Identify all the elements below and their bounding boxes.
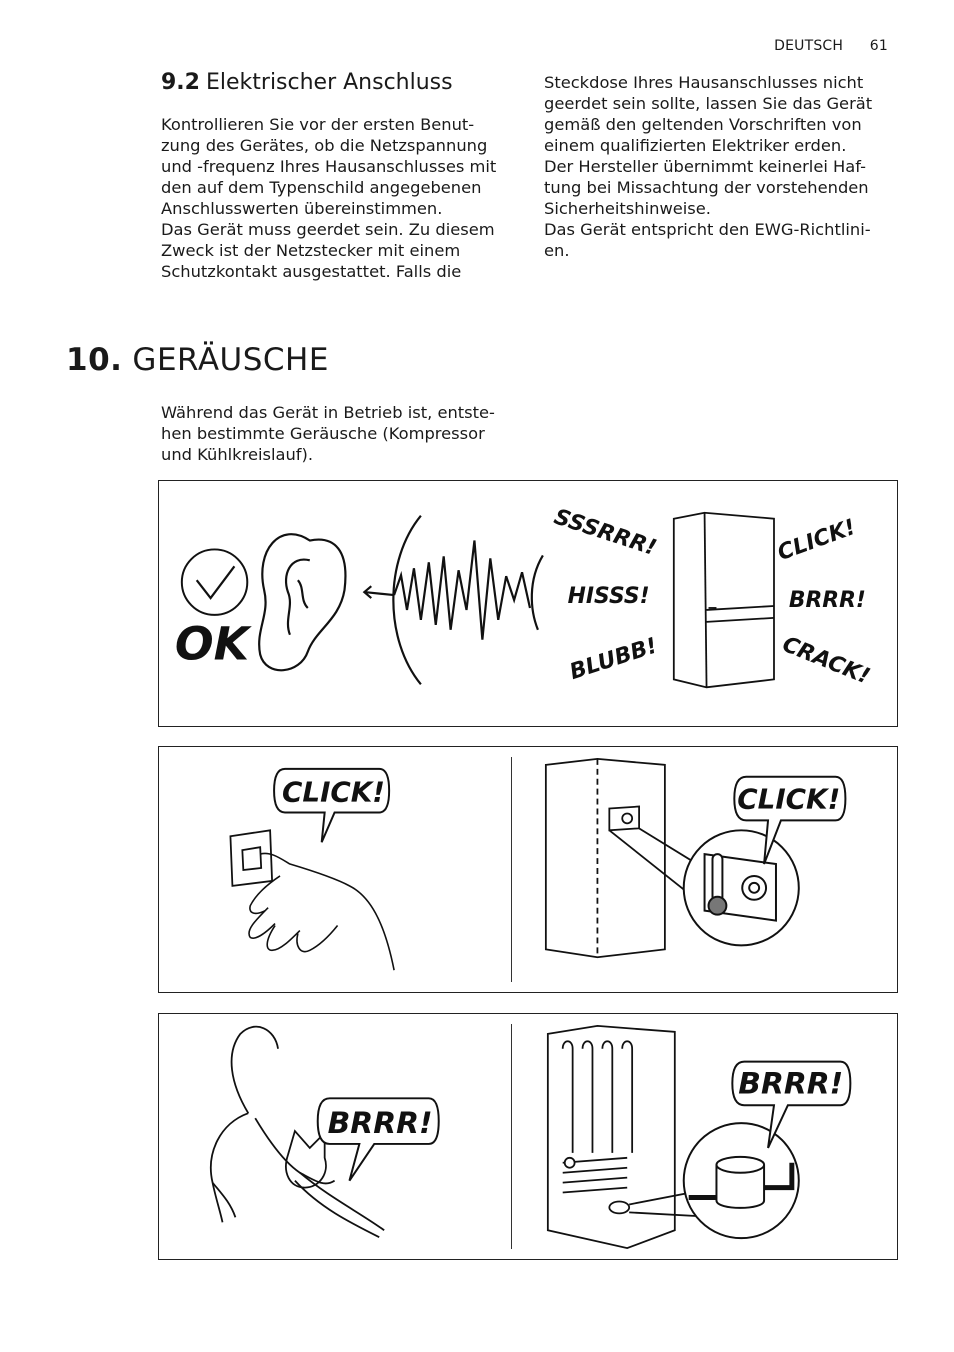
section-9-2-left-column <box>161 114 511 282</box>
text-line: en. <box>544 241 570 260</box>
chapter-title: GERÄUSCHE <box>132 342 329 378</box>
text-line: Das Gerät muss geerdet sein. Zu diesem <box>161 220 495 239</box>
text-line: den auf dem Typenschild angegebenen <box>161 178 482 197</box>
section-number: 9.2 <box>161 70 200 95</box>
click-noise-svg <box>159 747 897 992</box>
text-line: Steckdose Ihres Hausanschlusses nicht <box>544 73 864 92</box>
text-line: und -frequenz Ihres Hausanschlusses mit <box>161 157 497 176</box>
click-noise-illustration <box>158 746 898 993</box>
sound-click: CLICK! <box>774 514 859 566</box>
header-language: DEUTSCH <box>774 38 844 54</box>
ear-icon <box>259 534 345 670</box>
sound-wave-icon <box>364 516 543 685</box>
text-line: Kontrollieren Sie vor der ersten Benut- <box>161 115 475 134</box>
click-label-left: CLICK! <box>282 775 385 809</box>
checkmark-icon <box>197 566 235 598</box>
brrr-label-left: BRRR! <box>327 1106 433 1142</box>
brrr-noise-svg <box>159 1014 897 1259</box>
sound-crack: CRACK! <box>778 632 874 690</box>
text-line: Schutzkontakt ausgestattet. Falls die <box>161 262 462 281</box>
text-line: Während das Gerät in Betrieb ist, entste- <box>161 403 495 422</box>
text-line: und Kühlkreislauf). <box>161 445 314 464</box>
text-line: einem qualifizierten Elektriker erden. <box>544 136 847 155</box>
text-line: tung bei Missachtung der vorstehenden <box>544 178 869 197</box>
ok-label: OK <box>174 617 250 671</box>
chapter-number: 10. <box>66 342 123 378</box>
page-header <box>774 38 888 54</box>
light-switch-icon <box>230 830 272 886</box>
text-line: Das Gerät entspricht den EWG-Richtlini- <box>544 220 871 239</box>
brrr-label-right: BRRR! <box>738 1066 844 1102</box>
thermostat-icon <box>684 830 799 945</box>
text-line: zung des Gerätes, ob die Netzspannung <box>161 136 488 155</box>
noise-overview-svg <box>159 481 897 726</box>
text-line: Anschlusswerten übereinstimmen. <box>161 199 443 218</box>
section-title: Elektrischer Anschluss <box>205 70 453 95</box>
text-line: Der Hersteller übernimmt keinerlei Haf- <box>544 157 866 176</box>
compressor-icon <box>684 1123 799 1238</box>
section-9-2-heading <box>161 70 453 95</box>
section-9-2-right-column <box>544 72 894 261</box>
fridge-icon <box>674 513 774 688</box>
chapter-10-heading <box>66 342 329 378</box>
noise-overview-illustration <box>158 480 898 727</box>
text-line: Zweck ist der Netzstecker mit einem <box>161 241 461 260</box>
text-line: geerdet sein sollte, lassen Sie das Gerät <box>544 94 873 113</box>
text-line: gemäß den geltenden Vorschriften von <box>544 115 862 134</box>
brrr-noise-illustration <box>158 1013 898 1260</box>
page-number: 61 <box>869 38 888 54</box>
sound-hisss: HISSS! <box>567 584 650 610</box>
click-label-right: CLICK! <box>737 782 841 816</box>
chapter-intro <box>161 402 521 465</box>
checkmark-circle-icon <box>182 549 247 614</box>
text-line: Sicherheitshinweise. <box>544 199 711 218</box>
sound-sssrrr: SSSRRR! <box>550 504 660 562</box>
sound-blubb: BLUBB! <box>566 633 661 686</box>
sound-brrr: BRRR! <box>788 587 866 613</box>
text-line: hen bestimmte Geräusche (Kompressor <box>161 424 485 443</box>
